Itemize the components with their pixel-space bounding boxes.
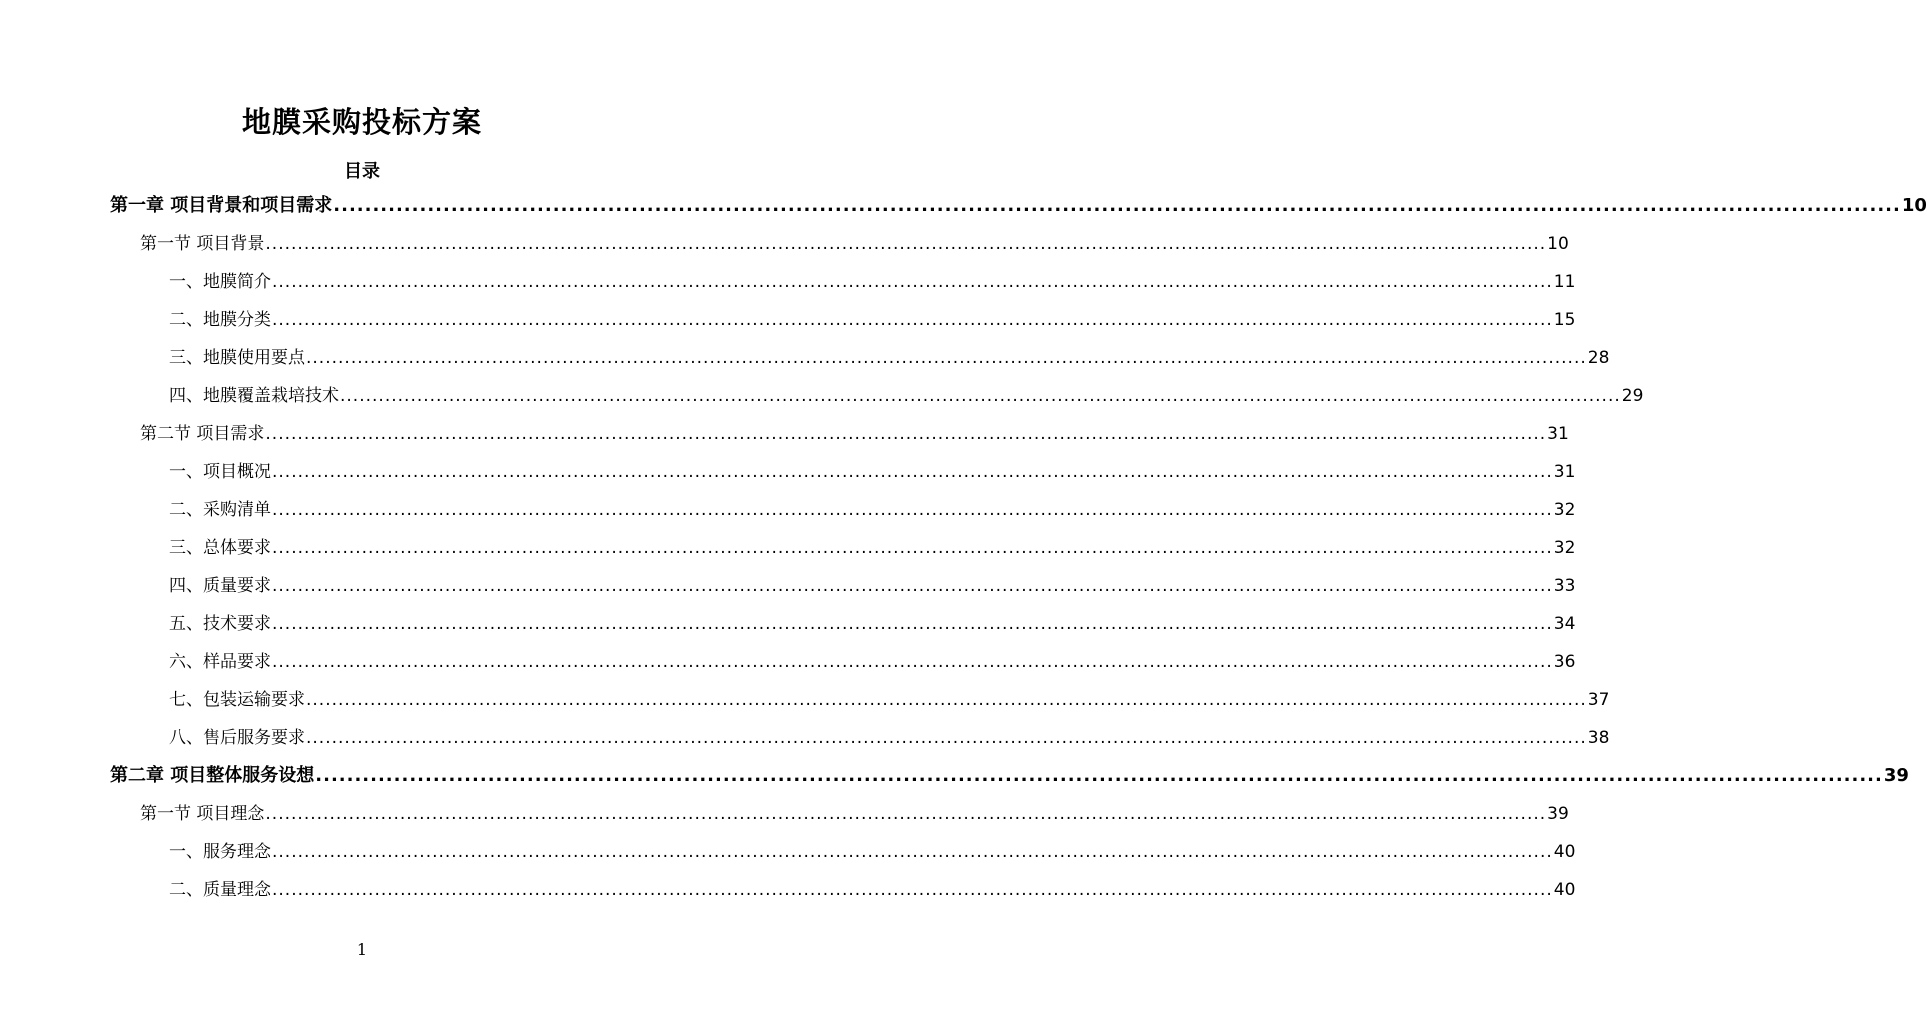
toc-entry-label: 三、地膜使用要点 (169, 348, 305, 368)
page-number: 1 (356, 940, 368, 959)
toc-leader-dots: ........................................................................................................................................................................................................ (306, 728, 1587, 748)
toc-entry[interactable] (169, 834, 1576, 870)
toc-entry-label: 一、项目概况 (169, 462, 271, 482)
toc-entry-page: 29 (1621, 386, 1644, 406)
toc-entry-label: 第二章 项目整体服务设想 (110, 765, 315, 786)
toc-leader-dots: ........................................................................................................................................................................................................ (265, 424, 1547, 444)
toc-leader-dots: ........................................................................................................................................................................................................ (265, 804, 1547, 824)
toc-entry[interactable] (169, 644, 1576, 680)
toc-entry-page: 39 (1547, 804, 1569, 824)
toc-entry[interactable] (140, 226, 1569, 262)
toc-entry-page: 37 (1587, 690, 1610, 710)
toc-leader-dots: ........................................................................................................................................................................................................ (315, 765, 1883, 786)
document-title: 地膜采购投标方案 (241, 105, 482, 139)
toc-leader-dots: ........................................................................................................................................................................................................ (272, 614, 1553, 634)
toc-entry-page: 39 (1883, 765, 1909, 786)
toc-entry[interactable] (140, 416, 1569, 452)
toc-leader-dots: ........................................................................................................................................................................................................ (306, 348, 1587, 368)
toc-entry-label: 二、采购清单 (169, 500, 271, 520)
toc-entry[interactable] (169, 454, 1576, 490)
toc-entry-label: 第二节 项目需求 (140, 424, 265, 444)
toc-entry[interactable] (110, 758, 1909, 794)
toc-entry-page: 36 (1553, 652, 1576, 672)
toc-entry-label: 四、地膜覆盖栽培技术 (169, 386, 339, 406)
toc-leader-dots: ........................................................................................................................................................................................................ (333, 195, 1901, 216)
toc-leader-dots: ........................................................................................................................................................................................................ (265, 234, 1547, 254)
toc-leader-dots: ........................................................................................................................................................................................................ (272, 576, 1553, 596)
toc-leader-dots: ........................................................................................................................................................................................................ (272, 462, 1553, 482)
toc-entry[interactable] (169, 492, 1576, 528)
toc-entry-label: 第一节 项目理念 (140, 804, 265, 824)
toc-entry[interactable] (169, 568, 1576, 604)
toc-entry-label: 二、地膜分类 (169, 310, 271, 330)
toc-entry-page: 10 (1547, 234, 1569, 254)
toc-entry[interactable] (169, 530, 1576, 566)
toc-entry-page: 28 (1587, 348, 1610, 368)
toc-entry-label: 八、售后服务要求 (169, 728, 305, 748)
toc-entry-page: 10 (1901, 195, 1927, 216)
toc-entry-page: 31 (1547, 424, 1569, 444)
toc-leader-dots: ........................................................................................................................................................................................................ (272, 880, 1553, 900)
toc-entry-label: 第一节 项目背景 (140, 234, 265, 254)
toc-heading: 目录 (344, 161, 380, 182)
toc-entry-page: 33 (1553, 576, 1576, 596)
toc-leader-dots: ........................................................................................................................................................................................................ (272, 538, 1553, 558)
toc-entry-page: 40 (1553, 880, 1576, 900)
toc-leader-dots: ........................................................................................................................................................................................................ (340, 386, 1621, 406)
toc-leader-dots: ........................................................................................................................................................................................................ (272, 272, 1553, 292)
toc-leader-dots: ........................................................................................................................................................................................................ (272, 652, 1553, 672)
toc-entry[interactable] (169, 872, 1576, 908)
toc-entry[interactable] (169, 720, 1610, 756)
toc-entry-label: 七、包装运输要求 (169, 690, 305, 710)
toc-entry-page: 31 (1553, 462, 1576, 482)
toc-entry[interactable] (169, 378, 1644, 414)
toc-entry-label: 六、样品要求 (169, 652, 271, 672)
toc-leader-dots: ........................................................................................................................................................................................................ (306, 690, 1587, 710)
toc-entry[interactable] (140, 796, 1569, 832)
toc-entry[interactable] (169, 606, 1576, 642)
toc-entry-label: 五、技术要求 (169, 614, 271, 634)
toc-entry[interactable] (169, 340, 1610, 376)
toc-entry-label: 二、质量理念 (169, 880, 271, 900)
toc-entry-label: 一、地膜简介 (169, 272, 271, 292)
toc-leader-dots: ........................................................................................................................................................................................................ (272, 500, 1553, 520)
toc-leader-dots: ........................................................................................................................................................................................................ (272, 842, 1553, 862)
toc-entry[interactable] (169, 264, 1576, 300)
toc-entry-page: 38 (1587, 728, 1610, 748)
toc-leader-dots: ........................................................................................................................................................................................................ (272, 310, 1553, 330)
toc-entry-label: 四、质量要求 (169, 576, 271, 596)
toc-entry[interactable] (169, 302, 1576, 338)
toc-entry-label: 一、服务理念 (169, 842, 271, 862)
toc-entry-page: 32 (1553, 538, 1576, 558)
toc-entry-page: 15 (1553, 310, 1576, 330)
toc-entry-page: 40 (1553, 842, 1576, 862)
toc-entry-page: 34 (1553, 614, 1576, 634)
toc-entry[interactable] (110, 188, 1927, 224)
toc-entry-page: 32 (1553, 500, 1576, 520)
toc-entry-page: 11 (1553, 272, 1576, 292)
toc-entry[interactable] (169, 682, 1610, 718)
toc-entry-label: 三、总体要求 (169, 538, 271, 558)
toc-entry-label: 第一章 项目背景和项目需求 (110, 195, 333, 216)
